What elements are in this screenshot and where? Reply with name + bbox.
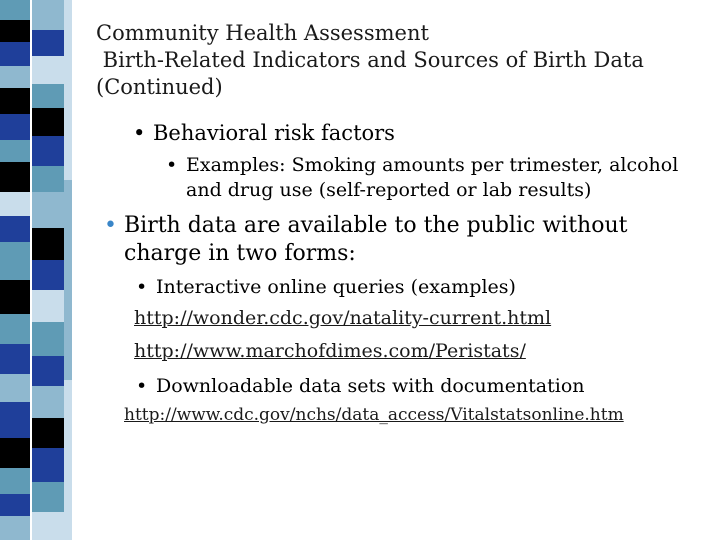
- bullet-dot: •: [166, 154, 178, 176]
- link-cdc-wonder[interactable]: http://wonder.cdc.gov/natality-current.html: [134, 307, 552, 329]
- decorative-stripe-bar: [0, 0, 76, 540]
- bullet-examples: [166, 153, 696, 203]
- bullet-behavioral: [133, 120, 693, 146]
- bullet-dot: •: [133, 121, 146, 145]
- bullet-interactive-text: Interactive online queries (examples): [156, 276, 516, 298]
- title-line-2: Birth-Related Indicators and Sources of Birth Data: [96, 48, 644, 72]
- link-cdc-vitalstats[interactable]: http://www.cdc.gov/nchs/data_access/Vitalstatsonline.htm: [124, 405, 624, 425]
- bullet-downloadable-text: Downloadable data sets with documentation: [156, 375, 585, 397]
- bullet-dot: •: [136, 375, 148, 397]
- link-march-of-dimes[interactable]: http://www.marchofdimes.com/Peristats/: [134, 340, 526, 362]
- bullet-dot: •: [136, 276, 148, 298]
- bullet-birth-data: [104, 212, 694, 268]
- title-line-1: Community Health Assessment: [96, 21, 429, 45]
- bullet-dot: •: [104, 213, 117, 238]
- bullet-interactive: [136, 275, 696, 300]
- bullet-behavioral-text: Behavioral risk factors: [153, 121, 395, 145]
- slide-title: [96, 20, 696, 101]
- bullet-birth-data-text: Birth data are available to the public without charge in two forms:: [124, 213, 628, 266]
- bullet-downloadable: [136, 374, 696, 399]
- title-line-3: (Continued): [96, 75, 223, 99]
- bullet-examples-text: Examples: Smoking amounts per trimester, alcohol and drug use (self-reported or lab results): [186, 154, 679, 201]
